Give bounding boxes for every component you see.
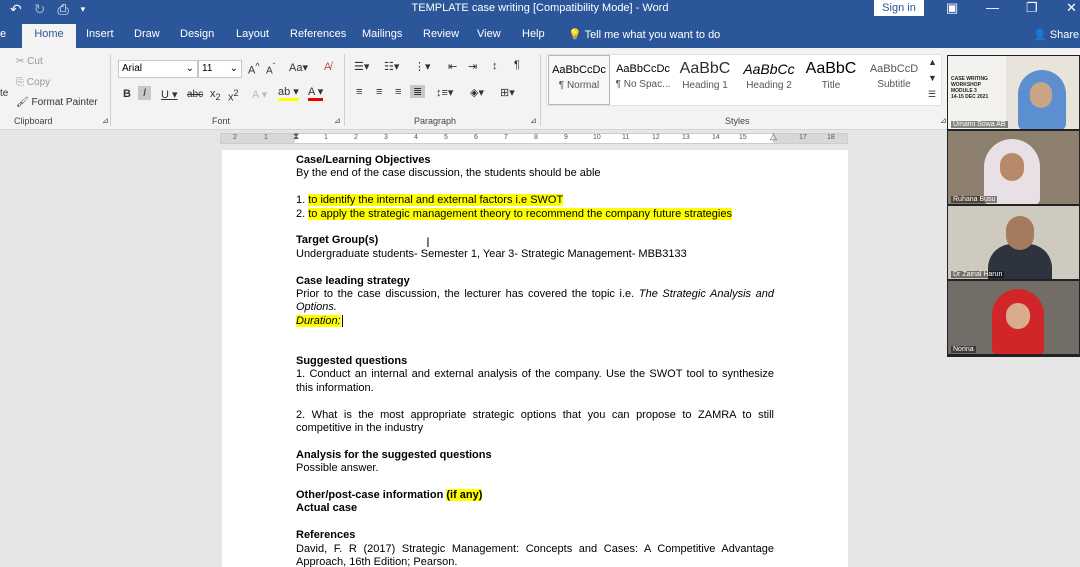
tab-view[interactable]: View xyxy=(477,28,501,40)
document-body[interactable] xyxy=(296,154,774,567)
style-title[interactable] xyxy=(800,55,862,105)
ibeam-cursor-icon: I xyxy=(426,234,430,250)
paragraph-group-label: Paragraph xyxy=(414,116,457,126)
customize-icon[interactable]: ▾ xyxy=(80,4,86,14)
objectives-intro: By the end of the case discussion, the students should be able xyxy=(296,167,601,180)
superscript-icon[interactable]: $x^2$ xyxy=(228,88,239,104)
tab-design[interactable]: Design xyxy=(180,28,215,40)
tell-me-search[interactable] xyxy=(568,28,720,41)
ruler-tick: 6 xyxy=(474,134,478,141)
align-center-icon[interactable]: ≡ xyxy=(376,86,383,98)
participant-name: Norina xyxy=(953,346,974,353)
bold-icon[interactable]: B xyxy=(123,88,131,100)
show-marks-icon[interactable]: ¶ xyxy=(514,59,520,71)
sort-icon[interactable]: ↕ xyxy=(492,60,498,72)
tell-me-text: Tell me what you want to do xyxy=(584,29,721,41)
sign-in-button[interactable]: Sign in xyxy=(874,0,924,16)
style-name: ¶ No Spac... xyxy=(615,79,671,90)
bullets-icon[interactable]: ☰▾ xyxy=(354,61,370,73)
tab-draw[interactable]: Draw xyxy=(134,28,160,40)
participant-face xyxy=(1006,303,1030,329)
highlight-icon[interactable]: ab ▾ xyxy=(278,86,299,101)
line-spacing-icon[interactable]: ↕≡▾ xyxy=(436,87,454,99)
participant-tile[interactable] xyxy=(948,56,1079,129)
objective-item xyxy=(296,208,774,221)
separator xyxy=(110,54,111,126)
brush-icon: 🖌 xyxy=(16,97,29,108)
close-icon[interactable]: ✕ xyxy=(1066,0,1077,15)
ruler-tick: 9 xyxy=(564,134,568,141)
paragraph-launcher-icon[interactable]: ⊿ xyxy=(530,116,537,125)
redo-icon[interactable]: ↻ xyxy=(33,1,46,17)
borders-icon[interactable]: ⊞▾ xyxy=(500,87,515,99)
ruler-right-margin xyxy=(773,134,847,143)
tab-help[interactable]: Help xyxy=(522,28,545,40)
ruler-tick: 12 xyxy=(652,134,660,141)
objectives-heading: Case/Learning Objectives xyxy=(296,154,431,166)
person-icon: 👤 xyxy=(1033,29,1047,41)
strategy-heading: Case leading strategy xyxy=(296,274,410,287)
workshop-line: MODULE 3 xyxy=(951,88,977,94)
video-participants-panel xyxy=(947,55,1080,357)
scissors-icon: ✂ xyxy=(16,56,25,67)
separator xyxy=(540,54,541,126)
ruler-tick: 7 xyxy=(504,134,508,141)
workshop-line: 14-15 DEC 2021 xyxy=(951,94,989,100)
ruler-tick: 2 xyxy=(233,134,237,141)
justify-icon[interactable]: ≣ xyxy=(410,85,425,98)
ruler-tick: 1 xyxy=(324,134,328,141)
style-name: Heading 1 xyxy=(682,80,728,91)
style-preview: AaBbCcDc xyxy=(616,63,670,75)
italic-icon[interactable]: I xyxy=(138,86,151,100)
workshop-text xyxy=(951,76,988,100)
style-preview: AaBbCc xyxy=(743,61,795,77)
references-heading: References xyxy=(296,529,356,542)
workshop-line: WORKSHOP xyxy=(951,82,981,88)
lightbulb-icon: 💡 xyxy=(568,29,582,41)
align-right-icon[interactable]: ≡ xyxy=(395,86,402,98)
restore-icon[interactable]: ❐ xyxy=(1026,0,1038,15)
clipboard-group-label: Clipboard xyxy=(14,116,53,126)
strategy-text-main: Prior to the case discussion, the lecturer has covered the topic i.e. xyxy=(296,288,639,301)
tab-references[interactable]: References xyxy=(290,28,347,40)
styles-more-icon[interactable]: ☰ xyxy=(928,89,937,99)
objective-item xyxy=(296,194,774,207)
document-page[interactable] xyxy=(222,150,848,567)
ribbon-display-icon[interactable]: ▣ xyxy=(946,0,959,15)
ruler-tick: 11 xyxy=(622,134,630,141)
separator xyxy=(344,54,345,126)
tab-mailings[interactable]: Mailings xyxy=(362,28,403,40)
tab-insert[interactable]: Insert xyxy=(86,28,114,40)
style-heading-1[interactable] xyxy=(674,55,736,105)
tab-layout[interactable]: Layout xyxy=(236,28,270,40)
target-heading: Target Group(s) xyxy=(296,234,379,247)
text-effects-icon[interactable]: A ▾ xyxy=(252,89,268,101)
text-caret xyxy=(342,315,343,327)
cut-button[interactable] xyxy=(16,56,43,67)
underline-icon[interactable]: U ▾ xyxy=(161,89,178,101)
print-preview-icon[interactable]: ⎙ xyxy=(57,1,69,17)
title-bar xyxy=(0,0,1080,22)
ruler-tick: 1 xyxy=(264,134,268,141)
strategy-text xyxy=(296,288,774,315)
ruler-tick: 15 xyxy=(739,134,747,141)
analysis-text: Possible answer. xyxy=(296,462,379,475)
font-name-value: Arial xyxy=(122,63,143,74)
file-tab-edge[interactable]: e xyxy=(0,28,7,40)
share-button[interactable] xyxy=(1033,28,1079,41)
style-name: Title xyxy=(821,80,841,91)
analysis-heading: Analysis for the suggested questions xyxy=(296,448,492,461)
font-color-icon[interactable]: A ▾ xyxy=(308,86,323,101)
tab-home[interactable]: Home xyxy=(22,24,76,48)
subscript-icon[interactable]: $x_2$ xyxy=(210,88,221,103)
style-name: Heading 2 xyxy=(746,80,792,91)
objective-text: to apply the strategic management theory to recommend the company future strategies xyxy=(308,207,732,220)
decrease-indent-icon[interactable]: ⇤ xyxy=(448,61,458,73)
participant-name: Umami Sowa AB xyxy=(953,121,1006,128)
multilevel-list-icon[interactable]: ⋮▾ xyxy=(414,61,431,73)
ruler-tick: 13 xyxy=(682,134,690,141)
questions-heading: Suggested questions xyxy=(296,355,408,368)
style-preview: AaBbCcDc xyxy=(552,64,606,76)
ruler-tick: 18 xyxy=(827,134,835,141)
clipboard-launcher-icon[interactable]: ⊿ xyxy=(102,116,109,125)
font-launcher-icon[interactable]: ⊿ xyxy=(334,116,341,125)
styles-gallery xyxy=(546,54,942,106)
tab-review[interactable]: Review xyxy=(423,28,460,40)
styles-launcher-icon[interactable]: ⊿ xyxy=(940,116,947,125)
ruler-tick: 3 xyxy=(384,134,388,141)
duration-line xyxy=(296,315,774,328)
objective-number: 1. xyxy=(296,194,309,207)
shading-icon[interactable]: ◈▾ xyxy=(470,87,484,99)
participant-face xyxy=(1006,216,1034,250)
ruler-tick: 4 xyxy=(414,134,418,141)
ruler-tick: 10 xyxy=(593,134,601,141)
participant-face xyxy=(1000,153,1024,181)
objective-text: to identify the internal and external factors i.e SWOT xyxy=(308,194,564,207)
chevron-down-icon: ⌄ xyxy=(185,63,194,74)
numbering-icon[interactable]: ☷▾ xyxy=(384,61,400,73)
styles-scroll-up-icon[interactable]: ▲ xyxy=(928,57,937,67)
ruler-tick: 8 xyxy=(534,134,538,141)
ruler-tick: 2 xyxy=(354,134,358,141)
target-text: Undergraduate students- Semester 1, Year 3- Strategic Management- MBB3133 xyxy=(296,247,687,260)
font-size-value: 11 xyxy=(202,63,213,74)
style-normal[interactable] xyxy=(548,55,610,105)
participant-face xyxy=(1030,82,1052,108)
styles-group-label: Styles xyxy=(725,116,750,126)
align-left-icon[interactable]: ≡ xyxy=(356,86,363,98)
styles-scroll-down-icon[interactable]: ▼ xyxy=(928,73,937,83)
other-heading-line xyxy=(296,489,774,502)
style-no-spacing[interactable] xyxy=(612,55,674,105)
style-preview: AaBbC xyxy=(679,60,731,77)
reference-item: David, F. R (2017) Strategic Management: Concepts and Cases: A Competitive Advantage Approach, 16th Edition; Pearson. xyxy=(296,542,774,567)
ruler-tick: 14 xyxy=(712,134,720,141)
ribbon-tabs xyxy=(0,22,1080,48)
style-subtitle[interactable] xyxy=(865,55,923,105)
copy-label: Copy xyxy=(26,77,51,88)
strikethrough-icon[interactable]: abc xyxy=(187,89,204,100)
ruler-tick: 17 xyxy=(799,134,807,141)
style-heading-2[interactable] xyxy=(738,55,800,105)
share-label: Share xyxy=(1049,29,1080,41)
font-size-input[interactable] xyxy=(198,60,242,78)
font-group-label: Font xyxy=(212,116,231,126)
format-painter-label: Format Painter xyxy=(31,97,98,108)
font-name-input[interactable] xyxy=(118,60,198,78)
cut-label: Cut xyxy=(27,56,43,67)
shrink-font-icon[interactable]: $A^ˇ$ xyxy=(266,61,276,77)
duration-label: Duration: xyxy=(296,314,341,327)
question-item: 2. What is the most appropriate strategic options that you can propose to ZAMRA to still competitive in the industry xyxy=(296,408,774,435)
question-item: 1. Conduct an internal and external analysis of the company. Use the SWOT tool to synthesize this information. xyxy=(296,368,774,394)
ribbon xyxy=(0,48,1080,130)
participant-name: Dr Zainal Harun xyxy=(953,271,1003,278)
style-name: Subtitle xyxy=(877,79,911,90)
style-preview: AaBbC xyxy=(805,60,857,77)
undo-icon[interactable]: ↶ xyxy=(10,1,22,17)
participant-name: Ruhana Busu xyxy=(953,196,996,203)
ruler-tick: 5 xyxy=(444,134,448,141)
other-heading: Other/post-case information xyxy=(296,489,447,502)
participant-tile[interactable] xyxy=(948,131,1079,204)
clear-formatting-icon[interactable]: A̸ xyxy=(324,61,332,73)
minimize-icon[interactable]: — xyxy=(986,0,999,15)
objective-number: 2. xyxy=(296,207,309,220)
workshop-line: CASE WRITING xyxy=(951,76,988,82)
strategy-topic: The Strategic Analysis and Options. xyxy=(296,288,774,314)
participant-tile[interactable] xyxy=(948,281,1079,354)
paste-edge[interactable]: te xyxy=(0,88,9,99)
chevron-down-icon: ⌄ xyxy=(229,63,238,74)
copy-icon: ⎘ xyxy=(16,77,24,88)
copy-button[interactable] xyxy=(16,77,50,88)
format-painter-button[interactable] xyxy=(16,97,98,108)
actual-case: Actual case xyxy=(296,502,358,515)
window-title: TEMPLATE case writing [Compatibility Mode] - Word xyxy=(411,2,669,14)
other-flag: (if any) xyxy=(446,489,483,502)
indent-marker-icon[interactable]: ⧗ xyxy=(293,131,300,141)
style-name: ¶ Normal xyxy=(558,80,600,91)
right-indent-marker-icon[interactable]: △ xyxy=(770,131,777,141)
grow-font-icon[interactable]: A^ xyxy=(248,61,260,77)
change-case-icon[interactable]: Aa▾ xyxy=(289,62,308,74)
increase-indent-icon[interactable]: ⇥ xyxy=(468,61,478,73)
participant-tile[interactable] xyxy=(948,206,1079,279)
horizontal-ruler[interactable] xyxy=(220,133,848,144)
style-preview: AaBbCcD xyxy=(869,63,919,75)
